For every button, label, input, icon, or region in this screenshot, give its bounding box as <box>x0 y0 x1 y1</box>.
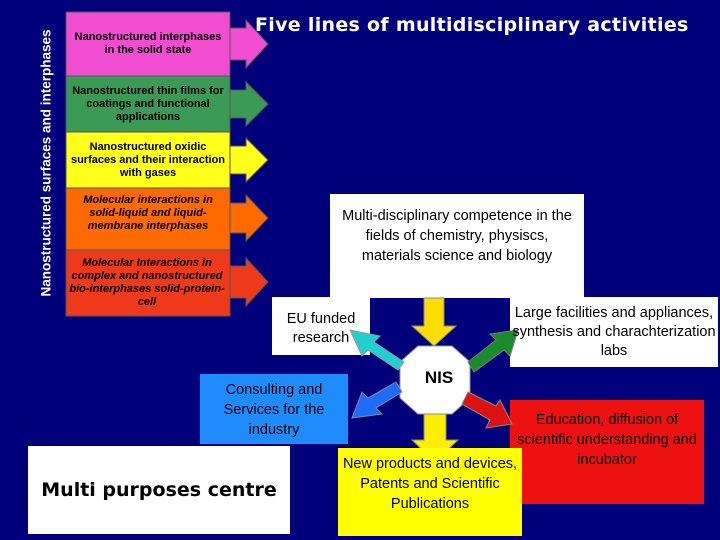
activity-line-1-label: Nanostructured interphases in the solid state <box>74 31 222 56</box>
multi-purpose-text: Multi purposes centre <box>41 479 277 501</box>
education-text: Education, diffusion of scientific understanding and incubator <box>517 412 697 468</box>
consulting-arrow <box>352 382 402 418</box>
activity-line-2-label: Nanostructured thin films for coatings and functional applications <box>72 84 224 123</box>
products-text: New products and devices, Patents and Scientific Publications <box>342 456 518 512</box>
consulting-text: Consulting and Services for the industry <box>223 382 325 438</box>
side-label-text: Nanostructured surfaces and interphases <box>38 29 54 297</box>
large-facilities-text: Large facilities and appliances, synthesis and charachterization labs <box>512 305 716 359</box>
activity-line-3-label: Nanostructured oxidic surfaces and their interaction with gases <box>70 140 226 179</box>
eu-funded-text: EU funded research <box>286 311 356 346</box>
activity-line-5-label: Molecular Interactions in complex and nanostructured bio-interphases solid-protein-cell <box>69 257 225 308</box>
competence-arrow <box>412 298 456 346</box>
nis-label: NIS <box>424 368 454 387</box>
competence-text: Multi-disciplinary competence in the fields of chemistry, physiscs, materials science and biology <box>342 208 572 264</box>
activity-line-4-label: Molecular interactions in solid-liquid and liquid-membrane interphases <box>83 193 213 232</box>
education-arrow <box>462 392 512 428</box>
page-title: Five lines of multidisciplinary activities <box>255 14 689 36</box>
